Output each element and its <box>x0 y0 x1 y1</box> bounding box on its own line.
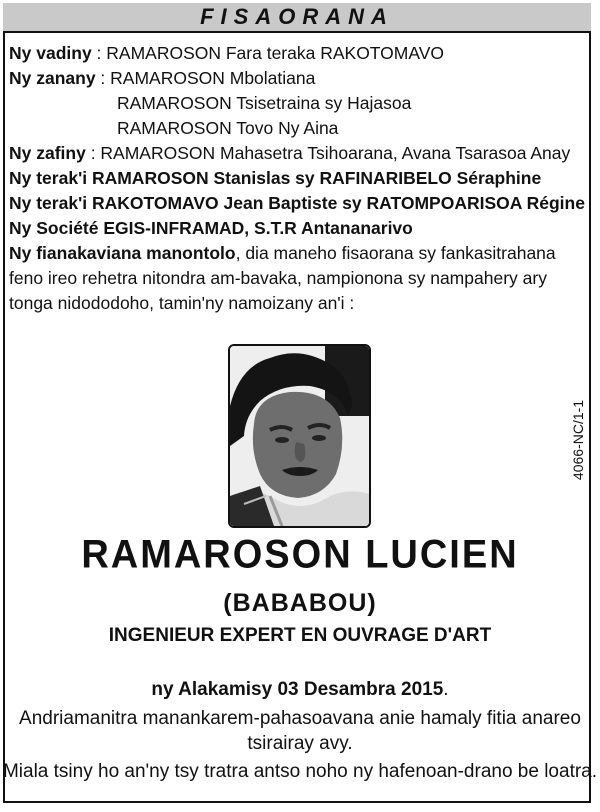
fianakaviana-text: , dia maneho fisaorana sy fankasitrahana feno ireo rehetra nitondra am-bavaka, nampionona sy nampahery ary tonga nidododoho, tamin'ny namoizany an'i : <box>9 243 556 313</box>
vadiny-label: Ny vadiny <box>9 43 92 63</box>
zanany-label: Ny zanany <box>9 68 96 88</box>
zanany-value-1: : RAMAROSON Mbolatiana <box>95 68 316 88</box>
line-vadiny <box>9 41 587 66</box>
family-list <box>9 41 587 316</box>
line-zanany <box>9 66 587 91</box>
zafiny-value: : RAMAROSON Mahasetra Tsihoarana, Avana Tsarasoa Anay <box>85 143 571 163</box>
notice-header <box>3 3 591 33</box>
societe-text: Ny Société EGIS-INFRAMAD, S.T.R Antananarivo <box>9 218 413 238</box>
zanany-value-3: RAMAROSON Tovo Ny Aina <box>117 118 339 138</box>
deceased-title: INGENIEUR EXPERT EN OUVRAGE D'ART <box>108 625 492 646</box>
terak-2-text: Ny terak'i RAKOTOMAVO Jean Baptiste sy RATOMPOARISOA Régine <box>9 193 585 213</box>
ad-reference-code: 4066-NC/1-1 <box>570 399 586 481</box>
zanany-value-2: RAMAROSON Tsisetraina sy Hajasoa <box>117 93 412 113</box>
fianakaviana-paragraph <box>9 241 587 316</box>
line-terak-1 <box>9 166 587 191</box>
vadiny-value: : RAMAROSON Fara teraka RAKOTOMAVO <box>91 43 445 63</box>
fianakaviana-label: Ny fianakaviana manontolo <box>9 243 236 263</box>
date-text: ny Alakamisy 03 Desambra 2015 <box>151 679 444 700</box>
header-title: FISAORANA <box>200 4 394 29</box>
date-tail: . <box>443 679 449 700</box>
portrait-illustration <box>230 346 369 526</box>
zafiny-label: Ny zafiny <box>9 143 86 163</box>
deceased-alias: (BABABOU) <box>223 589 377 617</box>
line-societe <box>9 216 587 241</box>
line-terak-2 <box>9 191 587 216</box>
apology-text: Miala tsiny ho an'ny tsy tratra antso noho ny hafenoan-drano be loatra. <box>2 761 598 782</box>
prayer-text <box>0 706 600 756</box>
portrait-photo <box>228 344 371 528</box>
deceased-name: RAMAROSON LUCIEN <box>81 532 519 578</box>
terak-1-text: Ny terak'i RAMAROSON Stanislas sy RAFINARIBELO Séraphine <box>9 168 542 188</box>
date-line <box>0 679 600 701</box>
prayer-line: Andriamanitra manankarem-pahasoavana anie hamaly fitia anareo tsirairay avy. <box>19 708 581 754</box>
line-zafiny <box>9 141 587 166</box>
line-zanany-3 <box>9 116 587 141</box>
line-zanany-2 <box>9 91 587 116</box>
